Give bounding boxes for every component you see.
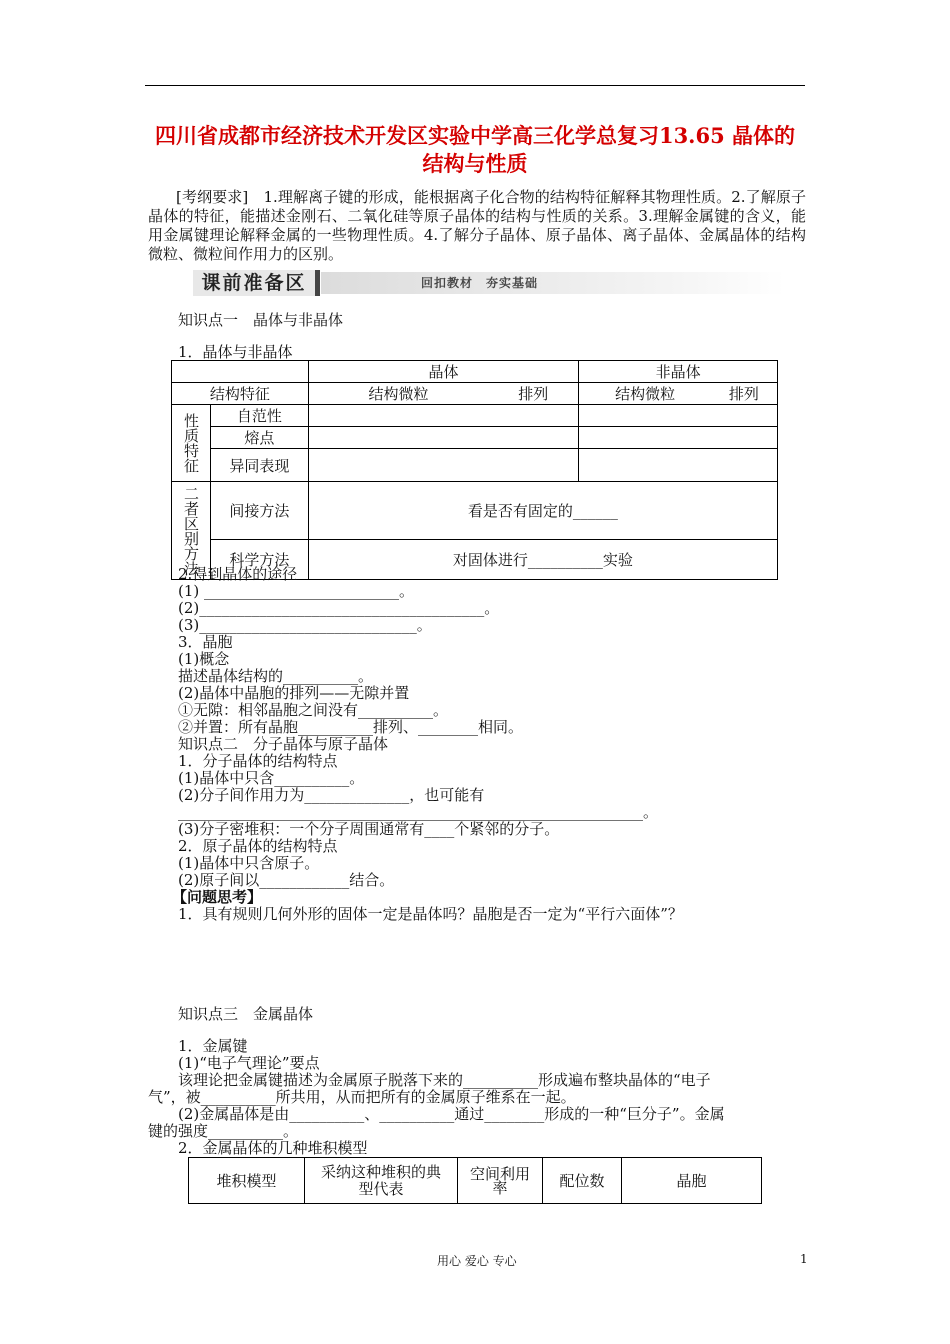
row-science: 科学方法 xyxy=(211,540,309,580)
kp3-m1: 1．金属键 xyxy=(178,1037,248,1055)
kp2-question-heading: 【问题思考】 xyxy=(172,888,263,906)
th-rep: 采纳这种堆积的典型代表 xyxy=(305,1158,458,1204)
th-noncrystal: 非晶体 xyxy=(579,361,778,383)
kp2-b2: (1)晶体中只含原子。 xyxy=(178,854,320,872)
packing-table xyxy=(188,1157,762,1204)
kp2-heading: 知识点二 分子晶体与原子晶体 xyxy=(178,735,389,753)
kp1-sub1: 1．晶体与非晶体 xyxy=(178,343,293,361)
kp3-m4: 气”，被__________所共用，从而把所有的金属原子维系在一起。 xyxy=(148,1088,576,1106)
kp2-a4: ______________________________________________________________。 xyxy=(178,803,659,821)
row-diff: 异同表现 xyxy=(211,449,309,482)
kp1-sub3: 3．晶胞 xyxy=(178,633,233,651)
kp1-l1: (1) __________________________。 xyxy=(178,582,415,600)
kp2-a3: (2)分子间作用力为______________，也可能有 xyxy=(178,786,485,804)
page-number: 1 xyxy=(800,1252,808,1266)
kp1-c1: (1)概念 xyxy=(178,650,230,668)
page-title: 四川省成都市经济技术开发区实验中学高三化学总复习13.65 晶体的结构与性质 xyxy=(154,123,796,176)
th-space: 空间利用率 xyxy=(458,1158,543,1204)
kp1-c3: (2)晶体中晶胞的排列——无隙并置 xyxy=(178,684,410,702)
row-melting: 熔点 xyxy=(211,427,309,449)
header-rule xyxy=(145,85,805,86)
kp2-b3: (2)原子间以____________结合。 xyxy=(178,871,395,889)
kp3-m6: 键的强度__________。 xyxy=(148,1122,299,1140)
kp3-heading: 知识点三 金属晶体 xyxy=(178,1005,314,1023)
th-structure: 结构特征 xyxy=(172,383,309,405)
th-crystal: 晶体 xyxy=(308,361,579,383)
kp2-a1: 1．分子晶体的结构特点 xyxy=(178,752,338,770)
footer-center: 用心 爱心 专心 xyxy=(437,1254,517,1268)
row-nature: 性质特征 xyxy=(172,405,211,482)
kp1-c5: ②并置：所有晶胞__________排列、________相同。 xyxy=(178,718,524,736)
section-banner xyxy=(193,270,785,296)
row-indirect: 间接方法 xyxy=(211,482,309,540)
kp1-c4: ①无隙：相邻晶胞之间没有__________。 xyxy=(178,701,449,719)
kp3-m2: (1)“电子气理论”要点 xyxy=(178,1054,320,1072)
kp3-m5: (2)金属晶体是由__________、__________通过________形成的一种“巨分子”。金属 xyxy=(178,1105,725,1123)
th-particle-2: 结构微粒 xyxy=(579,383,711,405)
kp3-s1: 2．金属晶体的几种堆积模型 xyxy=(178,1139,368,1157)
kp2-b1: 2．原子晶体的结构特点 xyxy=(178,837,338,855)
row-selfpattern: 自范性 xyxy=(211,405,309,427)
kp1-c2: 描述晶体结构的__________。 xyxy=(178,667,374,685)
kp3-m3: 该理论把金属键描述为金属原子脱落下来的__________形成遍布整块晶体的“电子 xyxy=(178,1071,711,1089)
kp1-l2: (2)______________________________________。 xyxy=(178,599,500,617)
kp2-a5: (3)分子密堆积：一个分子周围通常有____个紧邻的分子。 xyxy=(178,820,560,838)
banner-title: 课前准备区 xyxy=(193,270,320,296)
kp1-heading: 知识点一 晶体与非晶体 xyxy=(178,311,344,329)
indirect-text: 看是否有固定的______ xyxy=(308,482,777,540)
th-particle-1: 结构微粒 xyxy=(308,383,488,405)
kp1-l3: (3)_____________________________。 xyxy=(178,616,432,634)
banner-subtitle: 回扣教材 夯实基础 xyxy=(321,272,785,294)
th-arrange-2: 排列 xyxy=(711,383,778,405)
th-arrange-1: 排列 xyxy=(488,383,579,405)
science-text: 对固体进行__________实验 xyxy=(308,540,777,580)
kp2-question-1: 1．具有规则几何外形的固体一定是晶体吗？晶胞是否一定为“平行六面体”？ xyxy=(178,905,683,923)
th-coord: 配位数 xyxy=(543,1158,622,1204)
crystal-table xyxy=(171,360,778,580)
requirements-paragraph: [考纲要求] 1.理解离子键的形成，能根据离子化合物的结构特征解释其物理性质。2.了解原子晶体的特征，能描述金刚石、二氧化硅等原子晶体的结构与性质的关系。3.理解金属键的含义，能用金属键理论解释金属的一些物理性质。4.了解分子晶体、原子晶体、离子晶体、金属晶体的结构微粒、微粒间作用力的区别。 xyxy=(148,188,806,263)
kp2-a2: (1)晶体中只含__________。 xyxy=(178,769,365,787)
kp1-sub2: 2.得到晶体的途径 xyxy=(178,565,298,583)
th-model: 堆积模型 xyxy=(189,1158,305,1204)
row-method: 二者区别方法 xyxy=(172,482,211,580)
th-cell: 晶胞 xyxy=(622,1158,762,1204)
